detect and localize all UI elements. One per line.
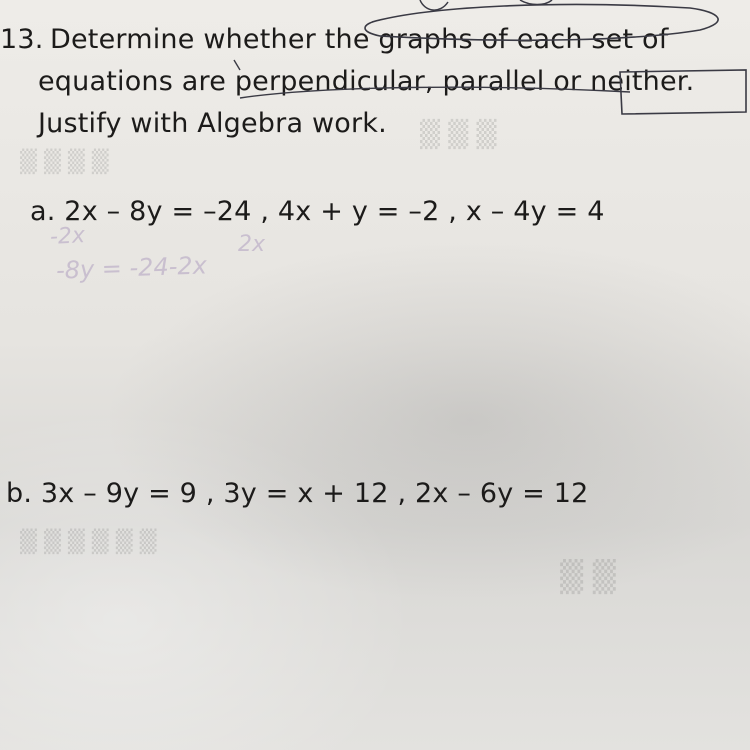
question-number: 13. [0, 24, 44, 55]
question-text-line-2: equations are perpendicular, parallel or neither. [38, 66, 695, 97]
pen-scribble [420, 0, 448, 10]
part-b-equations: b. 3x – 9y = 9 , 3y = x + 12 , 2x – 6y = 12 [6, 478, 589, 509]
bleed-through-text: ▒ ▒ ▒ [420, 120, 497, 150]
handwritten-note: -2x [49, 223, 86, 250]
pen-scribble [520, 0, 552, 5]
question-text-line-1: Determine whether the graphs of each set of [50, 24, 669, 55]
bleed-through-text: ▒ ▒ ▒ ▒ [20, 150, 109, 175]
part-a-equations: a. 2x – 8y = –24 , 4x + y = –2 , x – 4y = 4 [30, 196, 605, 227]
question-text-line-3: Justify with Algebra work. [38, 108, 387, 139]
bleed-through-text: ▒ ▒ ▒ ▒ ▒ ▒ [20, 530, 157, 555]
handwritten-note: 2x [238, 232, 266, 257]
bleed-through-text: ▒ ▒ [560, 560, 616, 595]
handwritten-note: -8y = -24-2x [55, 251, 208, 285]
